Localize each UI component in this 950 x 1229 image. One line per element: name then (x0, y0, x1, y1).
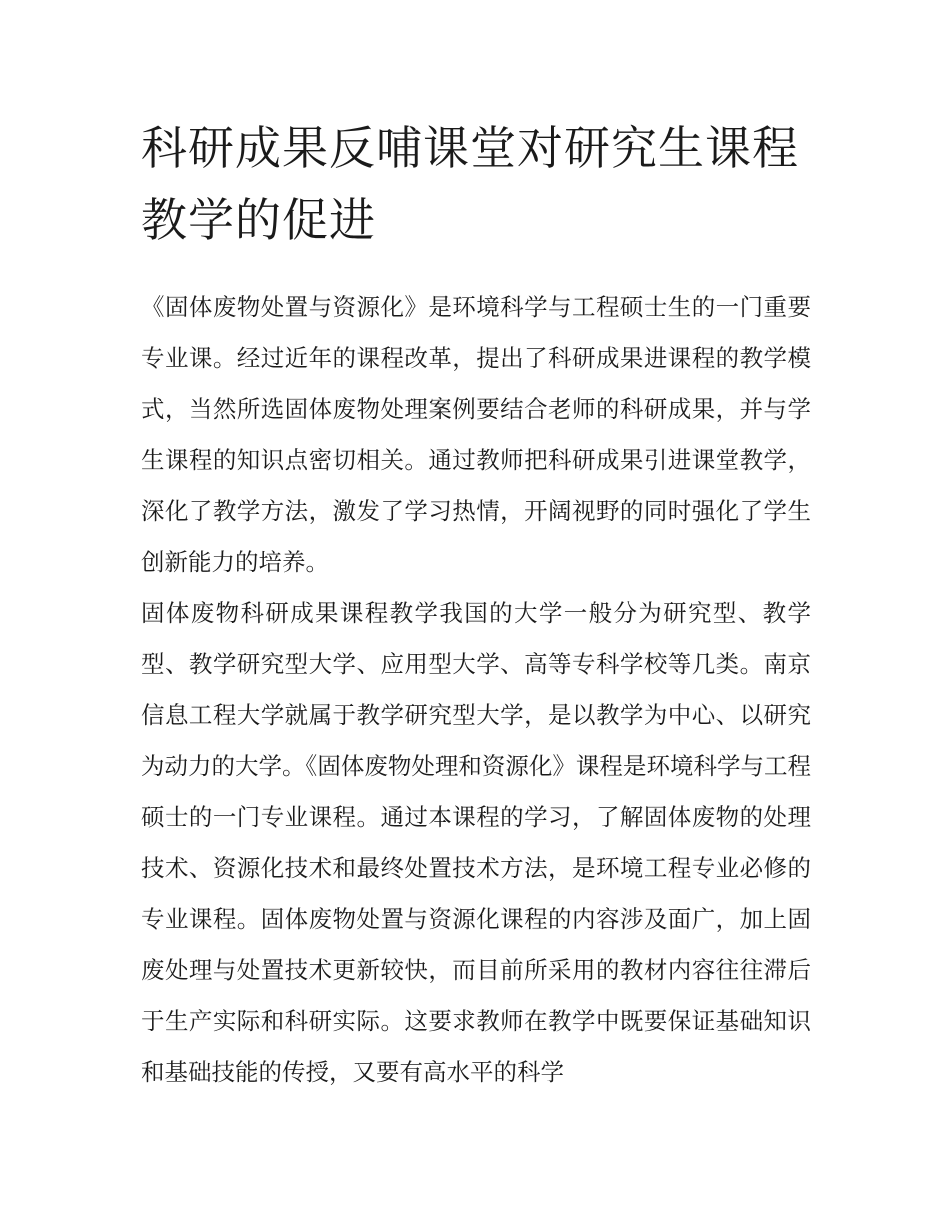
paragraph-course-background: 固体废物科研成果课程教学我国的大学一般分为研究型、教学型、教学研究型大学、应用型大学、高等专科学校等几类。南京信息工程大学就属于教学研究型大学，是以教学为中心、以研究为动力的大学。《固体废物处理和资源化》课程是环境科学与工程硕士的一门专业课程。通过本课程的学习，了解固体废物的处理技术、资源化技术和最终处置技术方法，是环境工程专业必修的专业课程。固体废物处置与资源化课程的内容涉及面广，加上固废处理与处置技术更新较快，而目前所采用的教材内容往往滞后于生产实际和科研实际。这要求教师在教学中既要保证基础知识和基础技能的传授，又要有高水平的科学 (141, 599, 811, 1086)
document-title: 科研成果反哺课堂对研究生课程教学的促进 (141, 121, 799, 247)
paragraph-intro: 《固体废物处置与资源化》是环境科学与工程硕士生的一门重要专业课。经过近年的课程改革，提出了科研成果进课程的教学模式，当然所选固体废物处理案例要结合老师的科研成果，并与学生课程的知识点密切相关。通过教师把科研成果引进课堂教学，深化了教学方法，激发了学习热情，开阔视野的同时强化了学生创新能力的培养。 (141, 293, 811, 576)
document-body (141, 112, 811, 1098)
